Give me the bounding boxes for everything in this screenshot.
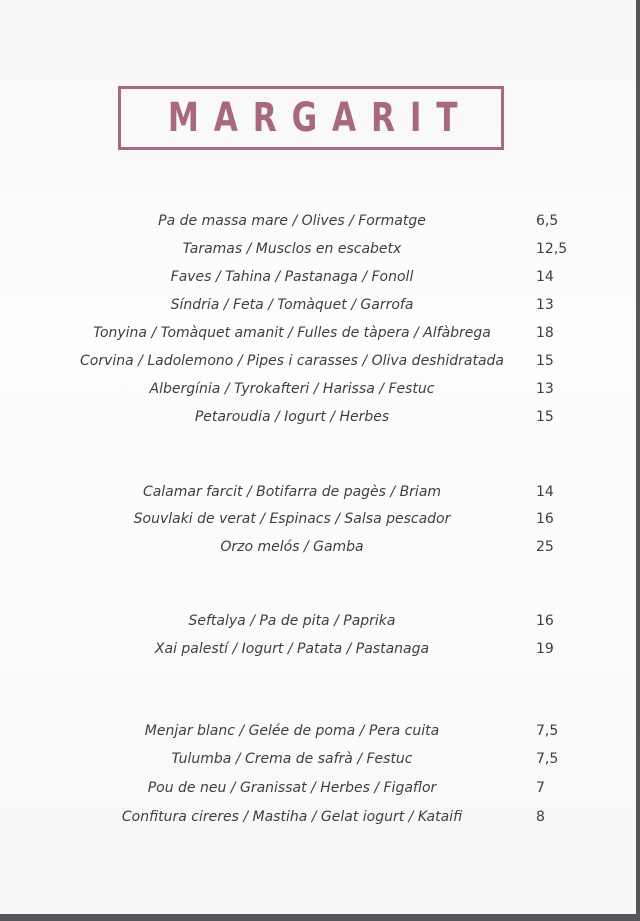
dish-name: Pa de massa mare / Olives / Formatge [158,213,426,229]
menu-item [0,508,636,530]
background-edge-right [636,0,640,921]
dish-price: 18 [536,325,554,341]
menu-item [0,748,636,770]
dish-name: Taramas / Musclos en escabetx [182,241,402,257]
dish-price: 7 [536,780,545,796]
dish-price: 7,5 [536,723,559,739]
menu-item [0,350,636,372]
dish-name: Orzo melós / Gamba [220,539,364,555]
dish-price: 16 [536,613,554,629]
menu-item [0,481,636,503]
dish-name: Souvlaki de verat / Espinacs / Salsa pescador [133,511,451,527]
menu-item [0,322,636,344]
menu-item [0,806,636,828]
dish-name: Seftalya / Pa de pita / Paprika [188,613,396,629]
dish-name: Xai palestí / Iogurt / Patata / Pastanaga [154,641,430,657]
dish-name: Calamar farcit / Botifarra de pagès / Briam [142,484,442,500]
menu-item [0,406,636,428]
menu-item [0,266,636,288]
dish-price: 14 [536,269,554,285]
dish-price: 7,5 [536,751,559,767]
menu-item [0,777,636,799]
menu-item [0,378,636,400]
menu-item [0,720,636,742]
dish-price: 15 [536,353,554,369]
dish-price: 6,5 [536,213,559,229]
dish-price: 8 [536,809,545,825]
restaurant-name: MARGARIT [168,95,473,141]
dish-name: Menjar blanc / Gelée de poma / Pera cuita [144,723,440,739]
menu-item [0,610,636,632]
dish-name: Confitura cireres / Mastiha / Gelat iogurt / Kataifi [121,809,463,825]
dish-price: 13 [536,297,554,313]
restaurant-logo [118,86,504,150]
dish-name: Corvina / Ladolemono / Pipes i carasses / Oliva deshidratada [80,353,504,369]
dish-price: 15 [536,409,554,425]
dish-name: Tulumba / Crema de safrà / Festuc [171,751,413,767]
menu-item [0,536,636,558]
dish-name: Pou de neu / Granissat / Herbes / Figaflor [147,780,437,796]
menu-item [0,210,636,232]
dish-price: 14 [536,484,554,500]
dish-price: 19 [536,641,554,657]
dish-name: Síndria / Feta / Tomàquet / Garrofa [170,297,414,313]
dish-price: 25 [536,539,554,555]
menu-item [0,638,636,660]
menu-item [0,238,636,260]
menu-item [0,294,636,316]
dish-name: Petaroudia / Iogurt / Herbes [194,409,390,425]
dish-name: Albergínia / Tyrokafteri / Harissa / Festuc [149,381,435,397]
dish-name: Tonyina / Tomàquet amanit / Fulles de tàpera / Alfàbrega [93,325,491,341]
dish-price: 16 [536,511,554,527]
background-edge-bottom [0,914,640,921]
dish-name: Faves / Tahina / Pastanaga / Fonoll [170,269,414,285]
dish-price: 12,5 [536,241,568,257]
dish-price: 13 [536,381,554,397]
